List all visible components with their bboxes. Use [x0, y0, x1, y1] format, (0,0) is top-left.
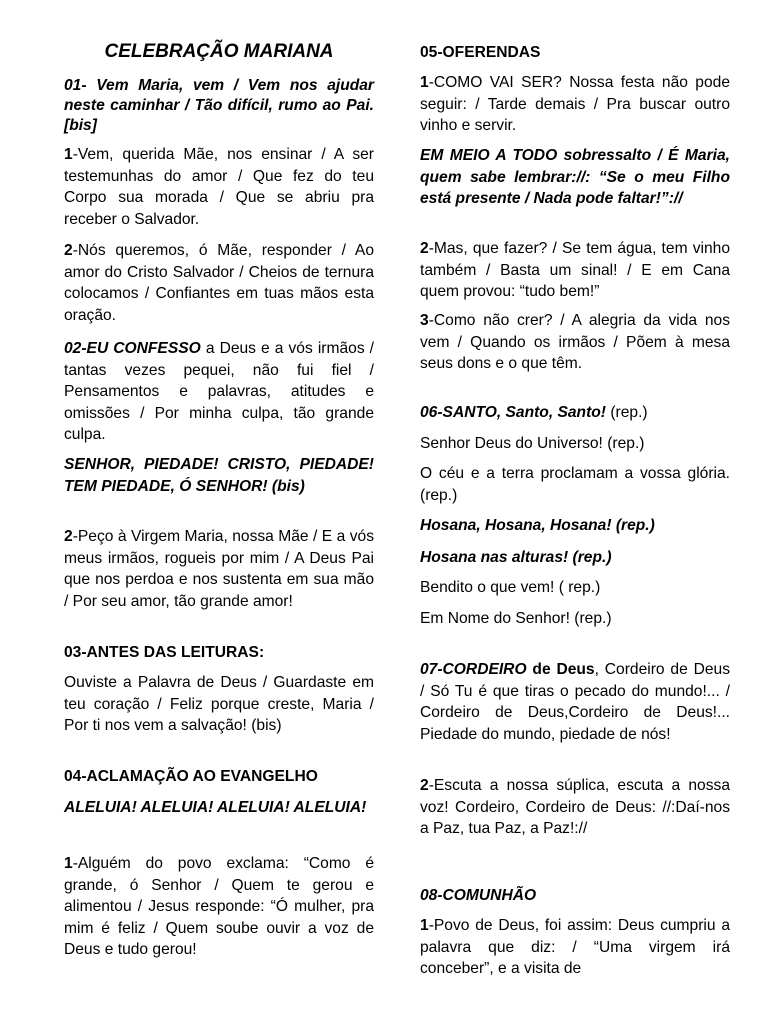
song-05-verse-2 [420, 238, 730, 303]
song-04-refrain: ALELUIA! ALELUIA! ALELUIA! ALELUIA! [64, 799, 367, 816]
song-06-line-2: O céu e a terra proclamam a vossa glória. (rep.) [420, 465, 730, 504]
verse-text: -Nós queremos, ó Mãe, responder / Ao amor do Cristo Salvador / Cheios de ternura colocamos / Confiantes em tuas mãos esta oração. [64, 242, 374, 324]
verse-text: -Mas, que fazer? / Se tem água, tem vinho também / Basta um sinal! / E em Cana quem provou: “tudo bem!” [420, 240, 730, 301]
song-01-verse-2 [64, 240, 374, 326]
verse-number: 1 [420, 917, 429, 934]
verse-number: 3 [420, 312, 429, 329]
verse-number: 1 [64, 146, 73, 163]
song-03-heading: 03-ANTES DAS LEITURAS: [64, 644, 265, 661]
song-04-verse-1 [64, 853, 374, 961]
song-heading: 07-CORDEIRO [420, 661, 527, 678]
song-01-verse-1 [64, 144, 374, 230]
song-05-refrain: EM MEIO A TODO sobressalto / É Maria, quem sabe lembrar://: “Se o meu Filho está presente / Nada pode faltar!”:// [420, 147, 730, 208]
verse-number: 1 [420, 74, 429, 91]
song-05-verse-1 [420, 72, 730, 137]
song-06-line-4: Hosana nas alturas! (rep.) [420, 549, 612, 566]
verse-number: 2 [420, 777, 429, 794]
song-07-cordeiro [420, 659, 730, 745]
song-text: a Deus e a vós irmãos / tantas vezes pequei, não fui fiel / Pensamentos e palavras, atitudes e omissões / Por minha culpa, tão grande culpa. [64, 340, 375, 444]
song-06-heading [420, 402, 730, 424]
song-05-verse-3 [420, 310, 730, 375]
song-06-line-5: Bendito o que vem! ( rep.) [420, 579, 601, 596]
song-06-line-3: Hosana, Hosana, Hosana! (rep.) [420, 517, 655, 534]
page-title: CELEBRAÇÃO MARIANA [104, 41, 334, 62]
song-02-verse-2 [64, 526, 374, 612]
song-05-heading: 05-OFERENDAS [420, 44, 541, 61]
verse-number: 2 [64, 528, 73, 545]
song-06-line-1: Senhor Deus do Universo! (rep.) [420, 435, 645, 452]
song-07-verse-2 [420, 775, 730, 840]
song-heading-rest: de Deus [526, 661, 595, 678]
verse-number: 2 [420, 240, 429, 257]
song-01-refrain: 01- Vem Maria, vem / Vem nos ajudar neste caminhar / Tão difícil, rumo ao Pai. [bis] [64, 77, 374, 134]
verse-text: -Como não crer? / A alegria da vida nos vem / Quando os irmãos / Põem à mesa seus dons e o que têm. [420, 312, 730, 373]
song-heading: 06-SANTO, Santo, Santo! [420, 404, 606, 421]
song-02-refrain: SENHOR, PIEDADE! CRISTO, PIEDADE! TEM PIEDADE, Ó SENHOR! (bis) [64, 456, 374, 495]
verse-text: -Alguém do povo exclama: “Como é grande, ó Senhor / Quem te gerou e alimentou / Jesus responde: “Ó mulher, pra mim é feliz / Quem soube ouvir a voz de Deus e tudo gerou! [64, 855, 374, 959]
rep-note: (rep.) [606, 404, 648, 421]
song-02-confesso [64, 338, 374, 446]
verse-number: 1 [64, 855, 73, 872]
song-08-heading: 08-COMUNHÃO [420, 887, 537, 904]
song-heading: 02-EU CONFESSO [64, 340, 201, 357]
song-03-text: Ouviste a Palavra de Deus / Guardaste em teu coração / Feliz porque creste, Maria / Por ti nos vem a salvação! (bis) [64, 674, 374, 735]
verse-text: -COMO VAI SER? Nossa festa não pode seguir: / Tarde demais / Pra buscar outro vinho e servir. [420, 74, 730, 135]
verse-text: -Peço à Virgem Maria, nossa Mãe / E a vós meus irmãos, rogueis por mim / A Deus Pai que nos perdoa e nos sustenta em sua mão / Por seu amor, tão grande amor! [64, 528, 374, 610]
verse-number: 2 [64, 242, 73, 259]
verse-text: -Escuta a nossa súplica, escuta a nossa voz! Cordeiro, Cordeiro de Deus: //:Daí-nos a Paz, tua Paz, a Paz!:// [420, 777, 730, 838]
song-08-verse-1 [420, 915, 730, 980]
song-text: , Cordeiro de Deus / Só Tu é que tiras o pecado do mundo!... / Cordeiro de Deus,Cordeiro de Deus!... Piedade do mundo, piedade de nós! [420, 661, 730, 743]
song-04-heading: 04-ACLAMAÇÃO AO EVANGELHO [64, 768, 318, 785]
verse-text: -Povo de Deus, foi assim: Deus cumpriu a palavra que diz: / “Uma virgem irá conceber”, e a visita de [420, 917, 730, 978]
verse-text: -Vem, querida Mãe, nos ensinar / A ser testemunhas do amor / Que fez do teu Corpo sua morada / Que se abriu pra receber o Salvador. [64, 146, 374, 228]
song-06-line-6: Em Nome do Senhor! (rep.) [420, 610, 612, 627]
